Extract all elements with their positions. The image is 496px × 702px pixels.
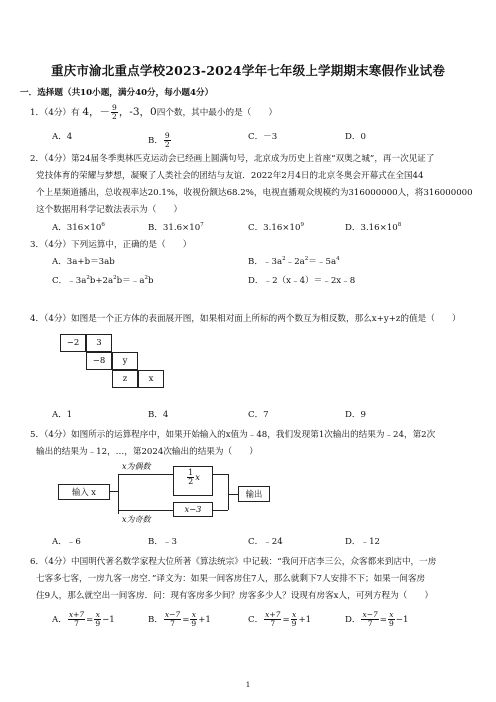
- net-cell: −2: [60, 334, 86, 352]
- question-6-line-1: 6．（4分）中国明代著名数学家程大位所著《算法统宗》中记载：“我问开店李三公，众客都来到店中，一房: [30, 557, 437, 567]
- q4-option-c[interactable]: C．7: [248, 410, 269, 420]
- q1-option-d[interactable]: D．0: [345, 132, 366, 142]
- fraction: $\frac{9}{2}$: [112, 103, 117, 121]
- q6-option-a[interactable]: A． $\frac{x+7}{7}$ = $\frac{x}{9}$ −1: [52, 610, 115, 628]
- q2-option-d[interactable]: D．$3.16\times 10^8$: [345, 222, 402, 233]
- q4-option-d[interactable]: D．9: [345, 410, 366, 420]
- page-number: 1: [245, 680, 251, 689]
- question-2-line-3: 个上星频道播出，总收视率达20.1%，收视份额达68.2%，电视直播观众规模约为316000000人，将316000000: [36, 188, 473, 198]
- question-6-line-3: 住9人，那么就空出一间客房．问：现有客房多少间？房客多少人？设现有房客x人，可列方程为（ ）: [36, 591, 434, 601]
- q1-option-b[interactable]: B． $\frac{9}{2}$: [148, 131, 170, 149]
- question-5-line-2: 输出的结果为﹣12，…，第2024次输出的结果为（ ）: [36, 447, 258, 457]
- q2-option-c[interactable]: C．$3.16\times 10^9$: [248, 222, 304, 233]
- q5-option-c[interactable]: C．﹣24: [248, 537, 283, 547]
- q3-option-c[interactable]: C．$﹣3a^2b+2a^2b=﹣a^2b$: [52, 275, 154, 286]
- question-2-line-1: 2．（4分）第24届冬季奥林匹克运动会已经画上圆满句号，北京成为历史上首座“双奥之城”，再一次见证了: [30, 154, 435, 164]
- q3-option-b[interactable]: B．$﹣3a^2﹣2a^2=﹣5a^4$: [248, 256, 340, 267]
- question-5-line-1: 5．（4分）如图所示的运算程序中，如果开始输入的x值为﹣48，我们发现第1次输出的结果为﹣24，第2次: [30, 430, 436, 440]
- net-cell: x: [138, 370, 164, 388]
- section-heading: 一．选择题（共10小题，满分40分，每小题4分）: [20, 88, 214, 98]
- odd-label: x为奇数: [122, 515, 151, 524]
- q5-option-a[interactable]: A．﹣6: [52, 537, 81, 547]
- q2-option-b[interactable]: B．$31.6\times 10^7$: [148, 222, 204, 233]
- q2-option-a[interactable]: A．$316\times 10^6$: [52, 222, 105, 233]
- q5-option-b[interactable]: B．﹣3: [148, 537, 177, 547]
- q3-option-d[interactable]: D．﹣2（x﹣4）＝﹣2x﹣8: [248, 276, 356, 286]
- even-label: x为偶数: [122, 462, 151, 471]
- q5-option-d[interactable]: D．﹣12: [345, 537, 381, 547]
- question-2-line-2: 党技体育的荣耀与梦想，凝聚了人类社会的团结与友谊．2022年2月4日的北京冬奥会开幕式在全国44: [36, 171, 424, 181]
- question-4: 4．（4分）如图是一个正方体的表面展开图，如果相对面上所标的两个数互为相反数，那么x+y+z的值是（ ）: [30, 314, 461, 324]
- q1-option-a[interactable]: A．4: [52, 132, 73, 142]
- half-box: $\frac{1}{2}$ x: [173, 466, 213, 496]
- q4-option-a[interactable]: A．1: [52, 410, 73, 420]
- question-2-line-4: 这个数据用科学记数法表示为（ ）: [36, 205, 183, 215]
- q1-option-c[interactable]: C．－3: [248, 132, 278, 142]
- net-cell: −8: [86, 352, 112, 370]
- q4-option-b[interactable]: B．4: [148, 410, 169, 420]
- output-box: 输出: [238, 486, 270, 502]
- q6-option-b[interactable]: B． $\frac{x-7}{7}$ = $\frac{x}{9}$ +1: [148, 610, 211, 628]
- question-1: 1．（4分）有 4，－ $\frac{9}{2}$ ，-3，0四个数，其中最小的是（ ）: [30, 103, 278, 121]
- q6-option-d[interactable]: D． $\frac{x-7}{7}$ = $\frac{x}{9}$ −1: [345, 610, 409, 628]
- question-6-line-2: 七客多七客，一房九客一房空．”译文为：如果一间客房住7人，那么就剩下7人安排不下；如果一间客房: [36, 574, 426, 584]
- question-3: 3．（4分）下列运算中，正确的是（ ）: [30, 240, 192, 250]
- minus3-box: x−3: [173, 502, 213, 517]
- q3-option-a[interactable]: A．3a+b＝3ab: [52, 257, 115, 267]
- page-title: 重庆市渝北重点学校2023-2024学年七年级上学期期末寒假作业试卷: [50, 63, 446, 78]
- net-cell: z: [112, 370, 138, 388]
- net-cell: y: [112, 352, 138, 370]
- input-box: 输入 x: [58, 484, 110, 500]
- net-cell: 3: [86, 334, 112, 352]
- q6-option-c[interactable]: C． $\frac{x+7}{7}$ = $\frac{x}{9}$ +1: [248, 610, 312, 628]
